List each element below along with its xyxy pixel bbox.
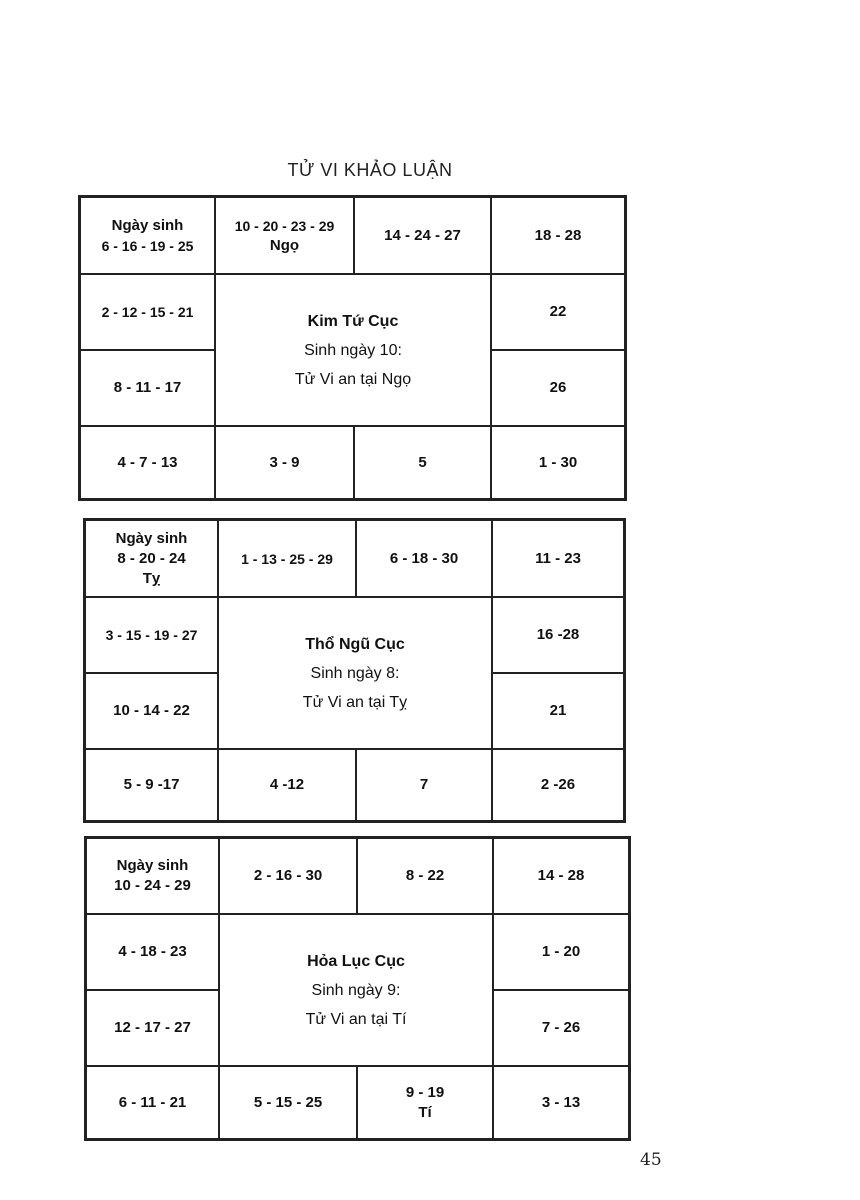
page-number: 45 [640, 1150, 662, 1170]
center-cuc-info [219, 914, 493, 1066]
cell-line: 5 [418, 453, 427, 471]
cuc-detail: Tử Vi an tại Ngọ [294, 370, 412, 388]
cuc-detail: Tử Vi an tại Tí [305, 1010, 407, 1028]
cell-line: 1 - 13 - 25 - 29 [241, 550, 333, 567]
center-cuc-info [215, 274, 491, 426]
cell-line: 12 - 17 - 27 [114, 1019, 191, 1036]
cell-line: 5 - 9 -17 [123, 776, 180, 793]
table-cell-left-1 [85, 673, 218, 749]
center-cuc-info [218, 597, 492, 749]
cell-line: 26 [549, 379, 567, 396]
cell-line: 10 - 24 - 29 [114, 877, 191, 894]
table-cell-left-0 [86, 914, 219, 990]
cell-line: 14 - 28 [537, 867, 585, 884]
table-cell-left-0 [80, 274, 215, 350]
table-cell-left-0 [85, 597, 218, 673]
table-cell-top-3 [491, 197, 625, 274]
cell-line: Ngọ [269, 236, 300, 254]
table-cell-top-2 [357, 838, 493, 914]
cell-line: 14 - 24 - 27 [384, 226, 461, 244]
cell-line: 4 - 18 - 23 [118, 943, 187, 960]
table-cell-top-0 [85, 520, 218, 597]
table-cell-bottom-2 [354, 426, 491, 499]
cell-line: 7 [419, 776, 429, 793]
cell-line: 8 - 20 - 24 [117, 549, 186, 567]
cell-line: 9 - 19 [405, 1083, 445, 1101]
table-cell-right-1 [493, 990, 629, 1066]
cell-line: Ngày sinh [115, 529, 188, 547]
table-cell-top-0 [86, 838, 219, 914]
cuc-title: Thổ Ngũ Cục [305, 635, 405, 653]
table-cell-top-1 [218, 520, 356, 597]
table-cell-right-0 [493, 914, 629, 990]
page-header-title: TỬ VI KHẢO LUẬN [287, 160, 453, 180]
birthday-table-tho-ngu-cuc [83, 518, 626, 823]
cuc-detail: Tử Vi an tại Tỵ [302, 693, 408, 711]
birthday-table-kim-tu-cuc [78, 195, 627, 501]
cuc-detail: Sinh ngày 8: [310, 664, 400, 682]
cell-line: Ngày sinh [111, 216, 184, 234]
cuc-title: Hỏa Lục Cục [307, 952, 405, 970]
cell-line: 10 - 14 - 22 [113, 702, 190, 719]
cell-line: 6 - 11 - 21 [118, 1093, 187, 1111]
table-cell-bottom-3 [491, 426, 625, 499]
cell-line: 8 - 11 - 17 [113, 379, 182, 396]
cell-line: 3 - 9 [269, 453, 300, 471]
birthday-table-hoa-luc-cuc [84, 836, 631, 1141]
cell-line: 21 [549, 702, 567, 719]
table-cell-bottom-1 [215, 426, 354, 499]
table-cell-top-3 [492, 520, 624, 597]
table-cell-bottom-3 [492, 749, 624, 821]
cell-line: 2 - 12 - 15 - 21 [101, 304, 194, 320]
table-cell-bottom-0 [80, 426, 215, 499]
cuc-detail: Sinh ngày 9: [311, 981, 401, 999]
table-cell-top-2 [356, 520, 492, 597]
cell-line: 4 - 7 - 13 [117, 453, 178, 471]
table-cell-bottom-2 [357, 1066, 493, 1139]
table-cell-top-3 [493, 838, 629, 914]
cell-line: 8 - 22 [405, 867, 445, 884]
cell-line: 4 -12 [269, 776, 305, 793]
cell-line: 18 - 28 [534, 226, 582, 244]
table-cell-top-0 [80, 197, 215, 274]
cell-line: 3 - 15 - 19 - 27 [105, 627, 198, 643]
cell-line: 3 - 13 [541, 1093, 581, 1111]
table-cell-bottom-1 [219, 1066, 357, 1139]
table-cell-bottom-1 [218, 749, 356, 821]
table-cell-bottom-2 [356, 749, 492, 821]
table-cell-left-1 [86, 990, 219, 1066]
table-cell-right-1 [491, 350, 625, 426]
cell-line: 7 - 26 [541, 1019, 581, 1036]
table-cell-bottom-0 [86, 1066, 219, 1139]
cuc-title: Kim Tứ Cục [307, 312, 399, 330]
cell-line: 5 - 15 - 25 [253, 1093, 323, 1111]
cell-line: Ngày sinh [116, 857, 189, 874]
cuc-detail: Sinh ngày 10: [304, 341, 402, 359]
table-cell-left-1 [80, 350, 215, 426]
cell-line: 2 -26 [540, 776, 576, 793]
cell-line: 10 - 20 - 23 - 29 [234, 217, 335, 234]
table-cell-top-2 [354, 197, 491, 274]
cell-line: Tí [418, 1103, 432, 1121]
table-cell-top-1 [215, 197, 354, 274]
table-cell-bottom-0 [85, 749, 218, 821]
cell-line: 6 - 16 - 19 - 25 [101, 237, 194, 254]
cell-line: 16 -28 [536, 626, 580, 643]
cell-line: 1 - 20 [541, 943, 581, 960]
cell-line: 1 - 30 [538, 453, 578, 471]
cell-line: 22 [549, 303, 567, 320]
table-cell-right-1 [492, 673, 624, 749]
table-cell-right-0 [491, 274, 625, 350]
cell-line: 6 - 18 - 30 [389, 549, 459, 567]
table-cell-top-1 [219, 838, 357, 914]
cell-line: 2 - 16 - 30 [253, 867, 323, 884]
cell-line: Tỵ [142, 569, 161, 587]
table-cell-bottom-3 [493, 1066, 629, 1139]
cell-line: 11 - 23 [535, 549, 581, 567]
table-cell-right-0 [492, 597, 624, 673]
